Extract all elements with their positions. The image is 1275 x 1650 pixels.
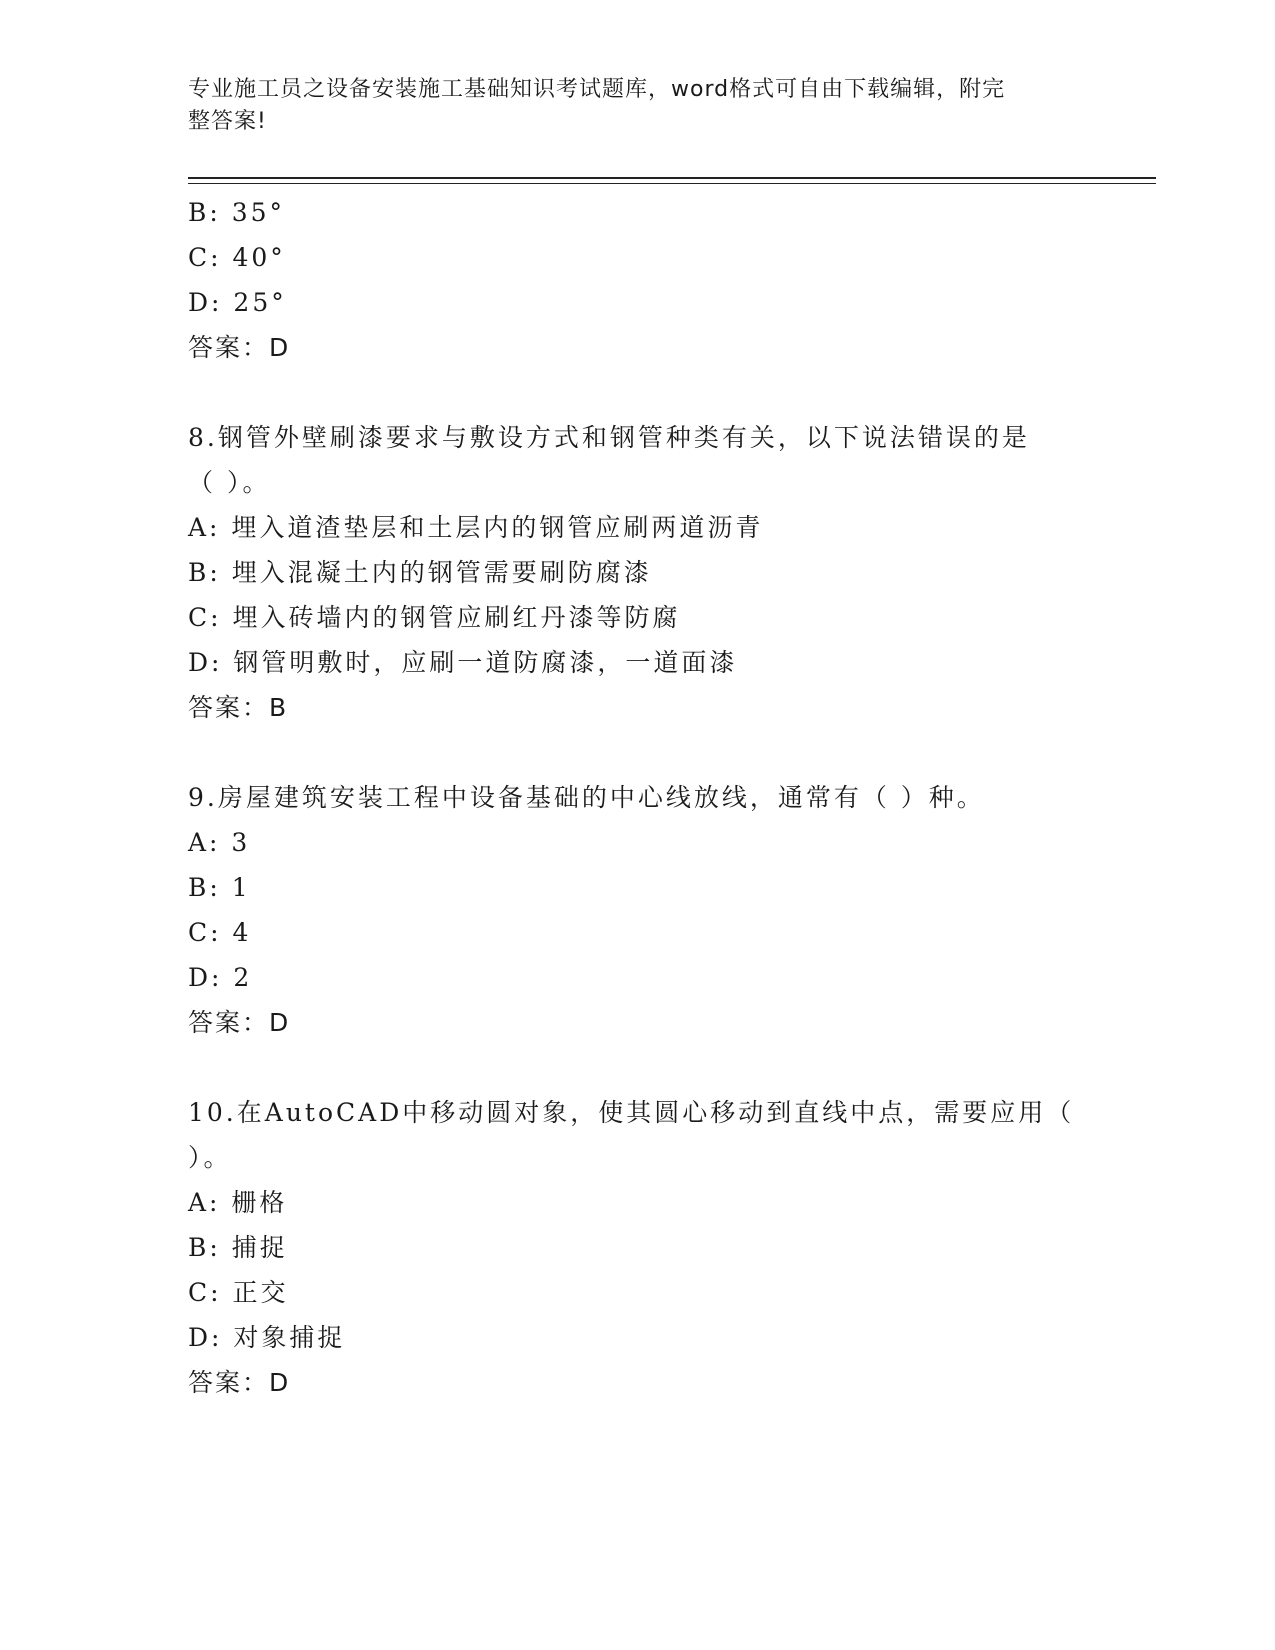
option-d: D: 2 <box>188 963 253 992</box>
option-b: B: 1 <box>188 873 251 902</box>
option-d: D: 25° <box>188 288 287 317</box>
header-line-2: 整答案! <box>188 109 267 134</box>
question-block-9 <box>188 775 1088 1045</box>
spacer <box>188 730 1088 775</box>
question-stem: 9.房屋建筑安装工程中设备基础的中心线放线，通常有（ ）种。 <box>188 783 985 812</box>
question-stem: 10.在AutoCAD中移动圆对象，使其圆心移动到直线中点，需要应用（ <box>188 1098 1075 1127</box>
question-block-prev <box>188 190 1088 370</box>
option-d: D: 钢管明敷时，应刷一道防腐漆，一道面漆 <box>188 648 738 677</box>
question-stem: 8.钢管外壁刷漆要求与敷设方式和钢管种类有关，以下说法错误的是 <box>188 423 1030 452</box>
question-list <box>188 190 1088 1405</box>
option-b: B: 捕捉 <box>188 1233 288 1262</box>
option-c: C: 正交 <box>188 1278 289 1307</box>
option-b: B: 埋入混凝土内的钢管需要刷防腐漆 <box>188 558 652 587</box>
option-c: C: 埋入砖墙内的钢管应刷红丹漆等防腐 <box>188 603 681 632</box>
document-header <box>188 74 1068 138</box>
option-d: D: 对象捕捉 <box>188 1323 346 1352</box>
spacer <box>188 1045 1088 1090</box>
option-a: A: 埋入道渣垫层和土层内的钢管应刷两道沥青 <box>188 513 764 542</box>
answer-line: 答案：D <box>188 1368 291 1397</box>
question-block-10 <box>188 1090 1088 1405</box>
spacer <box>188 370 1088 415</box>
header-divider-thin <box>188 183 1156 184</box>
header-line-1: 专业施工员之设备安装施工基础知识考试题库，word格式可自由下载编辑，附完 <box>188 77 1006 102</box>
question-stem-continued: （ ）。 <box>188 468 271 497</box>
header-divider-thick <box>188 177 1156 179</box>
option-c: C: 4 <box>188 918 252 947</box>
question-stem-continued: ）。 <box>188 1143 232 1172</box>
option-c: C: 40° <box>188 243 286 272</box>
option-a: A: 3 <box>188 828 251 857</box>
option-a: A: 栅格 <box>188 1188 288 1217</box>
answer-line: 答案：D <box>188 333 291 362</box>
question-block-8 <box>188 415 1088 730</box>
answer-line: 答案：D <box>188 1008 291 1037</box>
option-b: B: 35° <box>188 198 286 227</box>
answer-line: 答案：B <box>188 693 289 722</box>
